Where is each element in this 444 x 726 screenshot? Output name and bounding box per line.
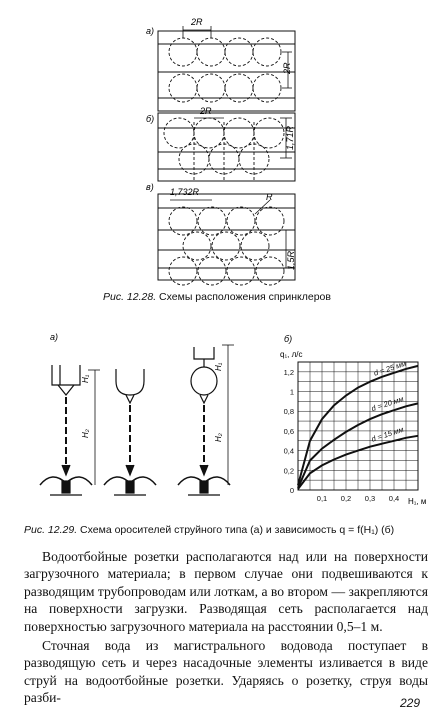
figure-12-28 [0, 0, 444, 300]
x-tick-label: 0,1 [316, 494, 328, 503]
y-axis-label: q₁, л/с [280, 350, 303, 359]
panel-b-label: б) [146, 114, 155, 124]
dim-2r-side-label: 2R [282, 62, 292, 74]
dim-2r-b-label: 2R [200, 106, 212, 116]
panel-a-label: а) [146, 26, 155, 36]
caption-prefix: Рис. 12.28. [103, 291, 157, 303]
panel-a-label: а) [50, 332, 59, 342]
h2-label-left: H₂ [81, 429, 90, 438]
x-axis-label: H₁, м [408, 497, 427, 506]
h1-label-right: H₁ [214, 362, 223, 371]
y-tick-label: 1,2 [283, 367, 294, 377]
dim-r-label: R [266, 192, 273, 202]
panel-b-label: б) [284, 334, 293, 344]
sprinkler-2 [104, 369, 156, 495]
x-tick-label: 0,4 [388, 494, 400, 503]
caption-text: Схема оросителей струйного типа (а) и зависимость q = f(H₁) (б) [80, 524, 395, 536]
dim-171r-label: 1,71R [285, 125, 295, 150]
dim-2r-top-label: 2R [191, 17, 203, 27]
body-text [24, 548, 428, 707]
paragraph-1: Водоотбойные розетки располагаются над или на поверхности загрузочного материала; в первом случае они подвешиваются к разводящим трубопроводам или лоткам, а во втором — закрепляются на поверхности загрузки. Разводящая сеть располагается над поверхностью загрузочного материала на расстоянии 0,5–1 м. [24, 549, 428, 634]
h2-label-right: H₂ [214, 433, 223, 442]
x-tick-label: 0,3 [364, 494, 376, 503]
h1-label-left: H₁ [81, 374, 90, 383]
y-tick-label: 0,4 [283, 446, 294, 456]
y-tick-label: 0 [289, 486, 294, 495]
y-tick-label: 0,6 [283, 426, 294, 436]
dim-15r-label: 1,5R [286, 250, 296, 270]
figure-12-29a [0, 325, 260, 515]
figure-12-29-caption [24, 524, 394, 536]
panel-c-label: в) [146, 182, 154, 192]
caption-text: Схемы расположения спринклеров [159, 291, 331, 303]
y-tick-label: 0,8 [283, 407, 294, 417]
dim-1732r-label: 1,732R [170, 187, 200, 197]
page-number: 229 [399, 696, 420, 710]
panel-a-diagram [158, 26, 295, 111]
y-tick-label: 0,2 [283, 466, 294, 476]
figure-12-29b-chart [268, 330, 428, 510]
series-label-2: d = 20 мм [370, 394, 405, 414]
series-label-1: d = 25 мм [372, 358, 408, 378]
x-tick-label: 0,2 [340, 494, 352, 503]
panel-b-diagram [158, 113, 295, 181]
caption-prefix: Рис. 12.29. [24, 524, 78, 536]
figure-12-28-caption [103, 291, 331, 303]
panel-c-diagram [158, 194, 295, 285]
paragraph-2: Сточная вода из магистрального водовода поступает в разводящую сеть и через насадочные элементы изливается в виде струй на водоотбойные розетки. Ударяясь о розетку, струя воды разби- [24, 638, 428, 706]
series-label-3: d = 15 мм [370, 424, 405, 444]
y-tick-label: 1 [289, 387, 294, 397]
